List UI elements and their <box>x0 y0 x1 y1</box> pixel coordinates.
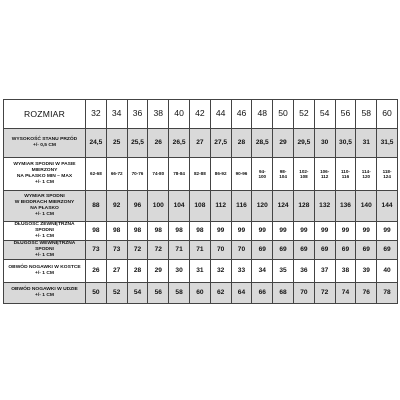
measurement-value: 104 <box>169 191 190 222</box>
measurement-value: 118- 124 <box>377 158 398 191</box>
measurement-value: 72 <box>148 241 169 260</box>
size-cell: 34 <box>106 100 127 129</box>
measurement-value: 29 <box>273 129 294 158</box>
measurement-row <box>4 191 398 222</box>
measurement-value: 74 <box>335 283 356 304</box>
measurement-value: 82-88 <box>189 158 210 191</box>
measurement-row <box>4 241 398 260</box>
measurement-value: 99 <box>335 222 356 241</box>
measurement-value: 69 <box>252 241 273 260</box>
measurement-value: 27,5 <box>210 129 231 158</box>
measurement-value: 31 <box>189 260 210 283</box>
measurement-value: 100 <box>148 191 169 222</box>
measurement-value: 72 <box>314 283 335 304</box>
measurement-value: 27 <box>106 260 127 283</box>
measurement-row <box>4 260 398 283</box>
measurement-value: 114- 120 <box>356 158 377 191</box>
measurement-value: 73 <box>86 241 107 260</box>
measurement-value: 66-72 <box>106 158 127 191</box>
measurement-value: 72 <box>127 241 148 260</box>
measurement-value: 98- 104 <box>273 158 294 191</box>
measurement-value: 128 <box>293 191 314 222</box>
measurement-value: 28 <box>231 129 252 158</box>
measurement-label: WYMIAR SPODNI W PASIE MIERZONY NA PŁASKO MIN – MAX +/- 1 CM <box>4 158 86 191</box>
measurement-value: 29 <box>148 260 169 283</box>
size-cell: 52 <box>293 100 314 129</box>
measurement-value: 68 <box>273 283 294 304</box>
measurement-value: 99 <box>377 222 398 241</box>
measurement-value: 69 <box>314 241 335 260</box>
measurement-value: 78 <box>377 283 398 304</box>
measurement-value: 69 <box>356 241 377 260</box>
measurement-value: 99 <box>252 222 273 241</box>
measurement-value: 76 <box>356 283 377 304</box>
measurement-value: 90-96 <box>231 158 252 191</box>
measurement-value: 40 <box>377 260 398 283</box>
measurement-value: 86-92 <box>210 158 231 191</box>
measurement-value: 66 <box>252 283 273 304</box>
size-cell: 50 <box>273 100 294 129</box>
measurement-value: 30,5 <box>335 129 356 158</box>
measurement-value: 69 <box>377 241 398 260</box>
measurement-value: 36 <box>293 260 314 283</box>
measurement-value: 99 <box>231 222 252 241</box>
measurement-label: DŁUGOŚĆ WEWNĘTRZNA SPODNI +/- 1 CM <box>4 241 86 260</box>
measurement-value: 31,5 <box>377 129 398 158</box>
measurement-value: 35 <box>273 260 294 283</box>
measurement-value: 98 <box>169 222 190 241</box>
measurement-value: 69 <box>335 241 356 260</box>
measurement-row <box>4 129 398 158</box>
measurement-label: OBWÓD NOGAWKI W KOSTCE +/- 1 CM <box>4 260 86 283</box>
measurement-value: 71 <box>169 241 190 260</box>
measurement-value: 71 <box>189 241 210 260</box>
size-cell: 36 <box>127 100 148 129</box>
measurement-value: 92 <box>106 191 127 222</box>
measurement-value: 26 <box>148 129 169 158</box>
measurement-value: 74-80 <box>148 158 169 191</box>
measurement-value: 70 <box>231 241 252 260</box>
measurement-value: 34 <box>252 260 273 283</box>
size-chart-table <box>3 99 398 304</box>
measurement-value: 29,5 <box>293 129 314 158</box>
size-cell: 46 <box>231 100 252 129</box>
measurement-value: 30 <box>169 260 190 283</box>
measurement-value: 88 <box>86 191 107 222</box>
measurement-row <box>4 222 398 241</box>
size-cell: 38 <box>148 100 169 129</box>
measurement-value: 98 <box>86 222 107 241</box>
measurement-value: 98 <box>148 222 169 241</box>
measurement-value: 116 <box>231 191 252 222</box>
measurement-value: 37 <box>314 260 335 283</box>
measurement-value: 99 <box>210 222 231 241</box>
measurement-value: 69 <box>293 241 314 260</box>
measurement-value: 102- 108 <box>293 158 314 191</box>
measurement-value: 96 <box>127 191 148 222</box>
measurement-value: 28,5 <box>252 129 273 158</box>
measurement-value: 120 <box>252 191 273 222</box>
measurement-value: 58 <box>169 283 190 304</box>
measurement-label: WYSOKOŚĆ STANU PRZÓD +/- 0,5 CM <box>4 129 86 158</box>
measurement-value: 98 <box>106 222 127 241</box>
measurement-value: 25 <box>106 129 127 158</box>
measurement-value: 60 <box>189 283 210 304</box>
size-cell: 32 <box>86 100 107 129</box>
measurement-value: 70-76 <box>127 158 148 191</box>
measurement-value: 27 <box>189 129 210 158</box>
measurement-value: 99 <box>356 222 377 241</box>
size-chart-body <box>4 100 398 304</box>
measurement-value: 78-84 <box>169 158 190 191</box>
measurement-value: 50 <box>86 283 107 304</box>
measurement-value: 132 <box>314 191 335 222</box>
measurement-value: 26,5 <box>169 129 190 158</box>
measurement-label: WYMIAR SPODNI W BIODRACH MIERZONY NA PŁASKO +/- 1 CM <box>4 191 86 222</box>
measurement-label: OBWÓD NOGAWKI W UDZIE +/- 1 CM <box>4 283 86 304</box>
measurement-value: 99 <box>273 222 294 241</box>
measurement-value: 98 <box>189 222 210 241</box>
measurement-value: 64 <box>231 283 252 304</box>
measurement-value: 26 <box>86 260 107 283</box>
measurement-value: 62 <box>210 283 231 304</box>
measurement-value: 25,5 <box>127 129 148 158</box>
size-cell: 60 <box>377 100 398 129</box>
measurement-value: 106- 112 <box>314 158 335 191</box>
measurement-value: 108 <box>189 191 210 222</box>
measurement-value: 38 <box>335 260 356 283</box>
size-cell: 54 <box>314 100 335 129</box>
size-header-row <box>4 100 398 129</box>
measurement-value: 144 <box>377 191 398 222</box>
measurement-value: 70 <box>293 283 314 304</box>
measurement-value: 69 <box>273 241 294 260</box>
measurement-value: 62-68 <box>86 158 107 191</box>
size-cell: 48 <box>252 100 273 129</box>
measurement-label: DŁUGOŚĆ ZEWNĘTRZNA SPODNI +/- 1 CM <box>4 222 86 241</box>
measurement-value: 70 <box>210 241 231 260</box>
measurement-value: 52 <box>106 283 127 304</box>
measurement-value: 136 <box>335 191 356 222</box>
size-cell: 40 <box>169 100 190 129</box>
measurement-value: 56 <box>148 283 169 304</box>
measurement-value: 73 <box>106 241 127 260</box>
measurement-value: 32 <box>210 260 231 283</box>
measurement-row <box>4 283 398 304</box>
measurement-value: 30 <box>314 129 335 158</box>
measurement-value: 28 <box>127 260 148 283</box>
size-cell: 44 <box>210 100 231 129</box>
measurement-value: 39 <box>356 260 377 283</box>
measurement-value: 94- 100 <box>252 158 273 191</box>
size-cell: 42 <box>189 100 210 129</box>
size-cell: 56 <box>335 100 356 129</box>
size-cell: 58 <box>356 100 377 129</box>
measurement-value: 24,5 <box>86 129 107 158</box>
measurement-value: 124 <box>273 191 294 222</box>
measurement-value: 140 <box>356 191 377 222</box>
measurement-value: 54 <box>127 283 148 304</box>
measurement-value: 31 <box>356 129 377 158</box>
measurement-value: 112 <box>210 191 231 222</box>
measurement-value: 110- 116 <box>335 158 356 191</box>
measurement-value: 99 <box>314 222 335 241</box>
measurement-value: 98 <box>127 222 148 241</box>
size-header-label: ROZMIAR <box>4 100 86 129</box>
measurement-value: 33 <box>231 260 252 283</box>
measurement-row <box>4 158 398 191</box>
measurement-value: 99 <box>293 222 314 241</box>
